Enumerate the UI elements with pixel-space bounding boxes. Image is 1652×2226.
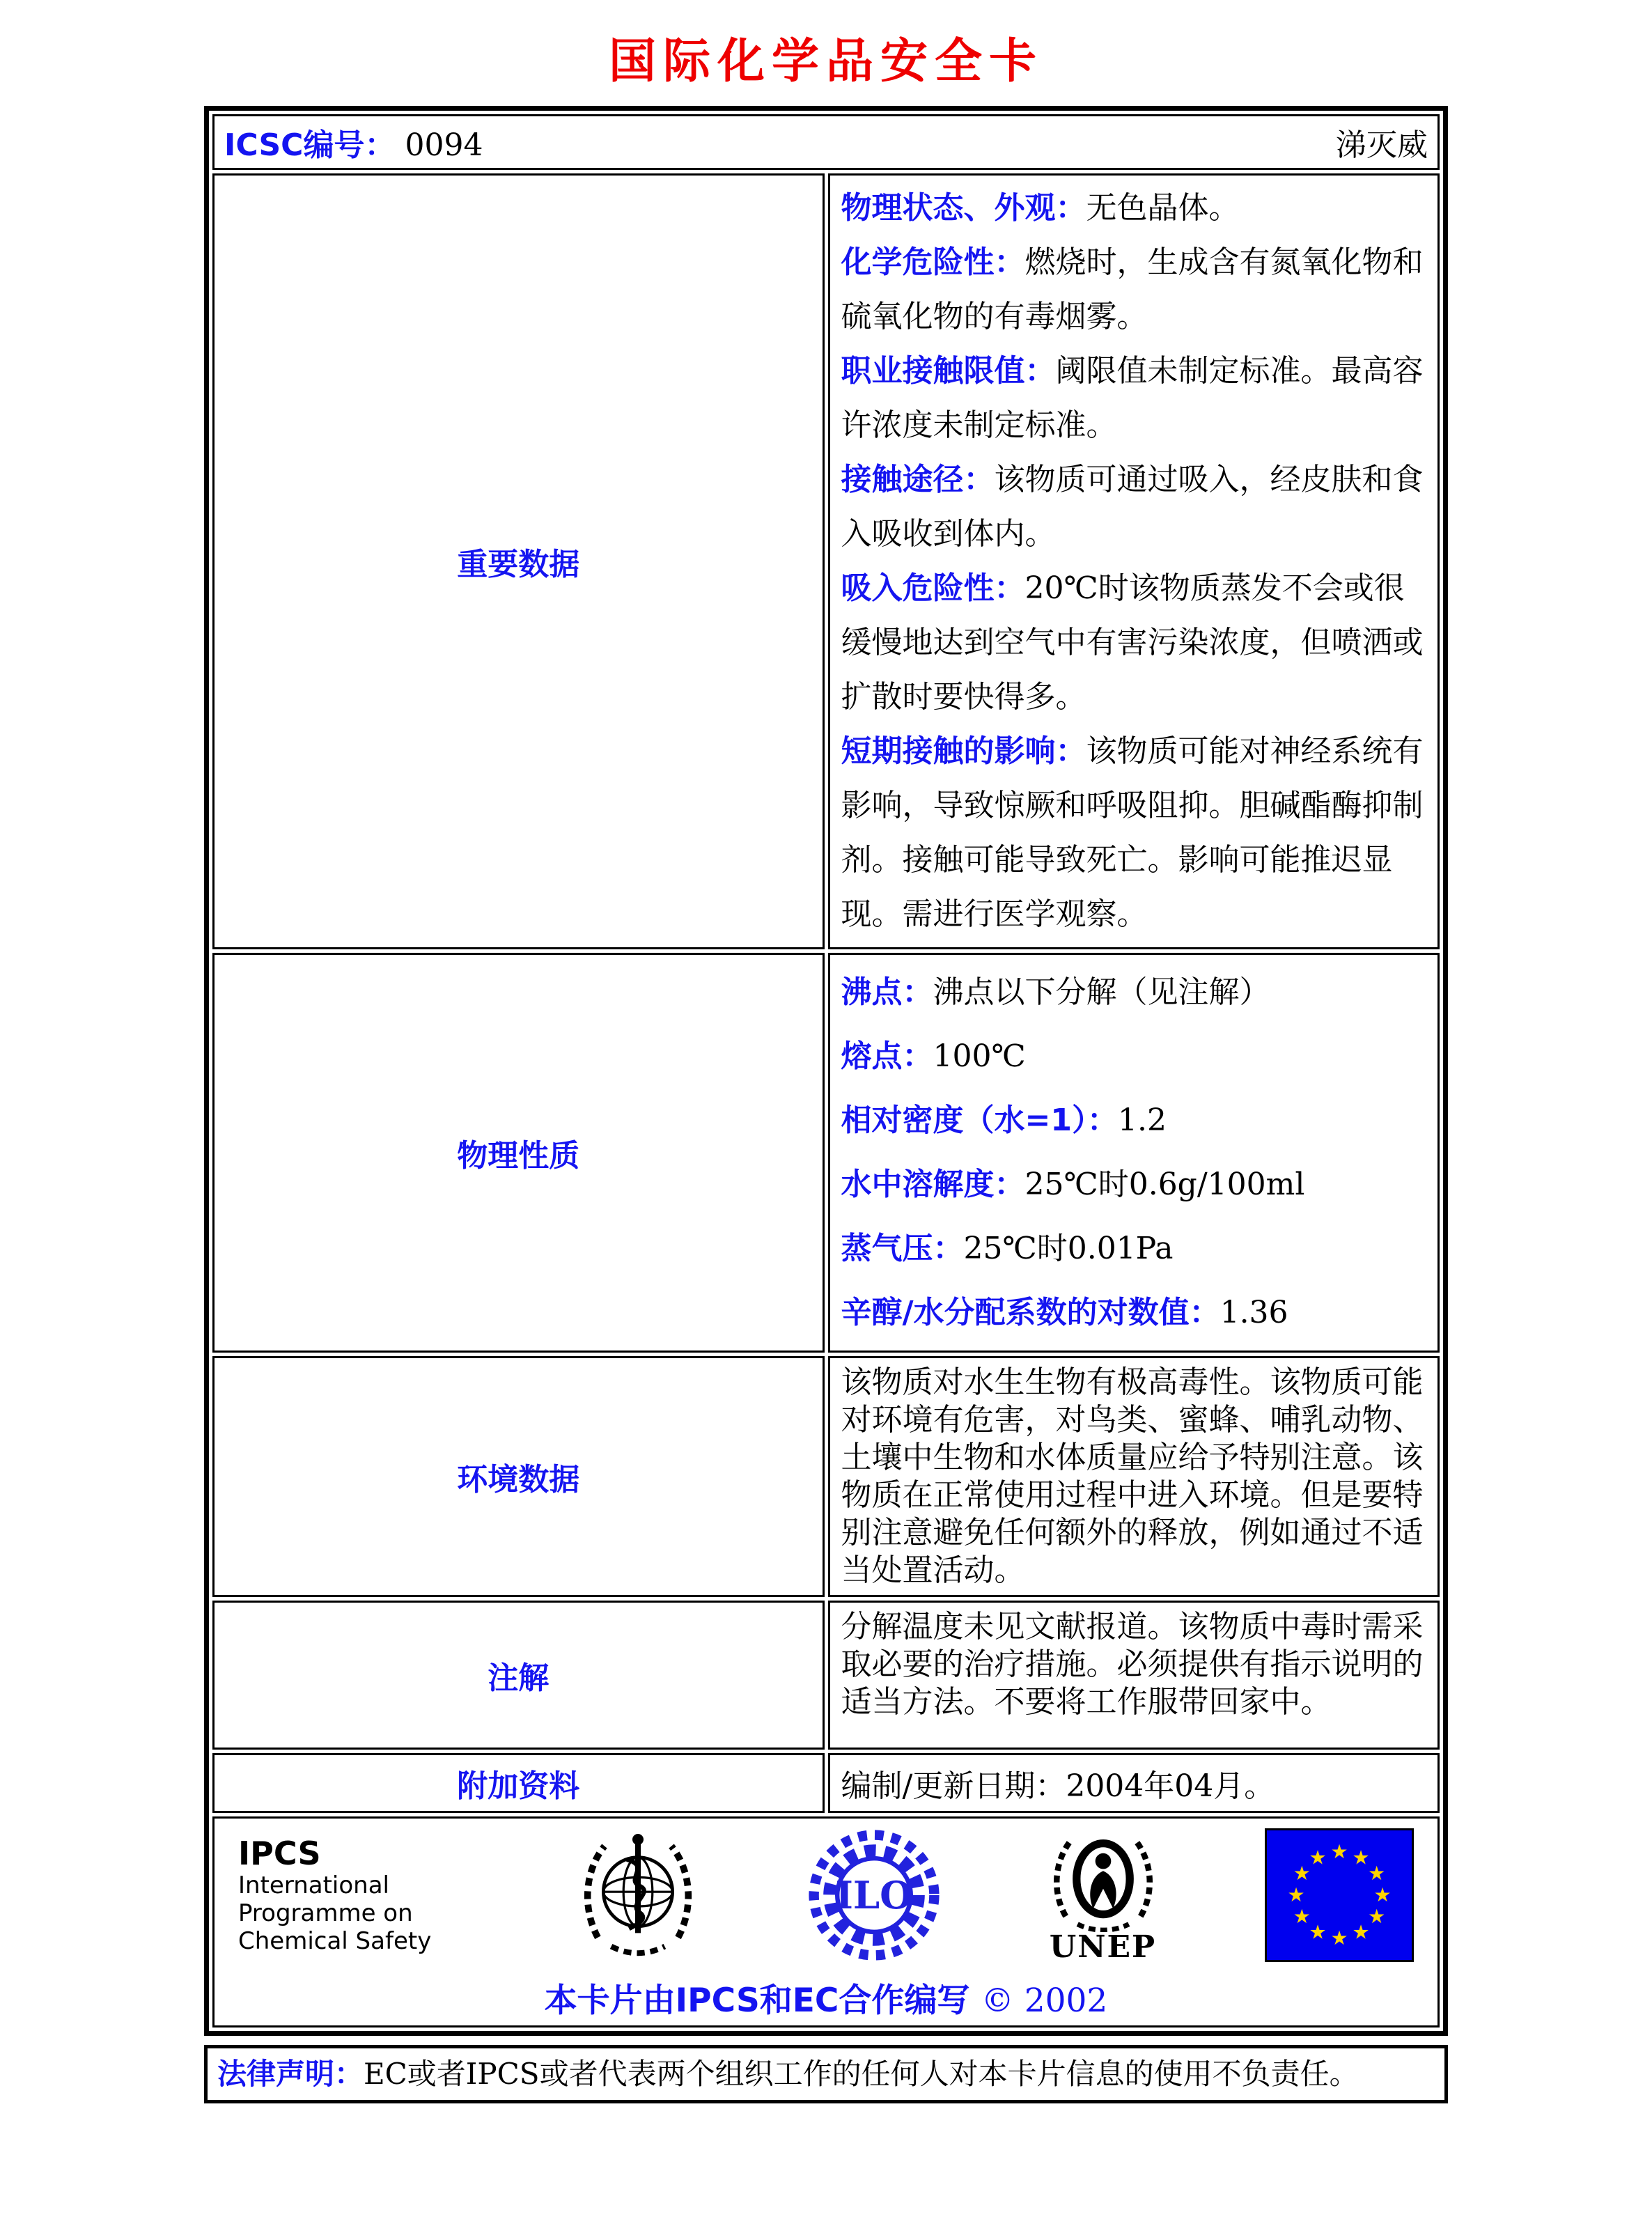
important-line	[841, 561, 1427, 724]
important-line	[841, 181, 1427, 235]
environmental-data-row	[212, 1356, 1440, 1597]
unep-logo-block	[1044, 1828, 1162, 1963]
icsc-number-cell	[212, 114, 1440, 170]
eu-star: ★	[1368, 1862, 1386, 1885]
additional-info-row	[212, 1753, 1440, 1813]
physical-line	[841, 1217, 1427, 1281]
who-logo-icon	[571, 1828, 705, 1962]
icsc-number-label: ICSC编号：	[224, 127, 396, 163]
field-value: 阈限值未制定标准。最高容许浓度未制定标准。	[841, 353, 1424, 443]
icsc-number-group	[224, 120, 483, 164]
organizations-row	[212, 1816, 1440, 2027]
ilo-letters: ILO	[835, 1873, 913, 1918]
field-value: 100℃	[933, 1038, 1026, 1074]
important-line	[841, 724, 1427, 942]
environmental-data-text: 该物质对水生生物有极高毒性。该物质可能对环境有危害，对鸟类、蜜蜂、哺乳动物、土壤中生物和水体质量应给予特别注意。该物质在正常使用过程中进入环境。但是要特别注意避免任何额外的释放，例如通过不适当处置活动。	[841, 1364, 1424, 1588]
physical-line	[841, 1089, 1427, 1153]
ipcs-name-line: Chemical Safety	[238, 1927, 432, 1955]
field-label: 熔点：	[841, 1038, 933, 1074]
icsc-number-value: 0094	[405, 127, 483, 163]
field-label: 物理状态、外观：	[841, 190, 1086, 226]
eu-star: ★	[1293, 1905, 1311, 1928]
field-label: 短期接触的影响：	[841, 733, 1086, 769]
notes-heading: 注解	[212, 1601, 825, 1750]
ipcs-acronym: IPCS	[238, 1835, 321, 1872]
important-data-content	[828, 173, 1440, 949]
eu-star: ★	[1309, 1846, 1327, 1869]
important-line	[841, 344, 1427, 453]
important-data-heading: 重要数据	[212, 173, 825, 949]
unep-logo-icon	[1044, 1828, 1162, 1932]
organizations-cell	[212, 1816, 1440, 2027]
eu-star: ★	[1330, 1927, 1348, 1949]
unep-letters: UNEP	[1049, 1929, 1157, 1965]
field-label: 相对密度（水=1）：	[841, 1103, 1118, 1138]
physical-properties-content	[828, 953, 1440, 1353]
ipcs-text-block	[238, 1835, 468, 1955]
physical-line	[841, 1281, 1427, 1345]
additional-info-content	[828, 1753, 1440, 1813]
eu-star: ★	[1373, 1883, 1392, 1906]
field-label: 吸入危险性：	[841, 570, 1025, 606]
icsc-card-table	[204, 106, 1448, 2036]
field-label: 沸点：	[841, 974, 933, 1010]
field-value: 1.36	[1219, 1295, 1288, 1330]
ipcs-name-line: Programme on	[238, 1899, 413, 1927]
eu-star: ★	[1309, 1920, 1327, 1944]
field-value: 20℃时该物质蒸发不会或很缓慢地达到空气中有害污染浓度，但喷洒或扩散时要快得多。	[841, 570, 1424, 715]
notes-row	[212, 1601, 1440, 1750]
ilo-logo-icon	[807, 1828, 941, 1962]
field-value: 无色晶体。	[1086, 190, 1240, 226]
eu-star: ★	[1352, 1920, 1370, 1944]
caption-text: 本卡片由IPCS和EC合作编写	[544, 1982, 970, 2020]
field-label: 水中溶解度：	[841, 1167, 1025, 1202]
environmental-data-heading: 环境数据	[212, 1356, 825, 1597]
update-date-text: 编制/更新日期：2004年04月。	[841, 1768, 1275, 1804]
field-label: 辛醇/水分配系数的对数值：	[841, 1295, 1220, 1330]
eu-star: ★	[1293, 1862, 1311, 1885]
physical-properties-row	[212, 953, 1440, 1353]
icsc-number-row	[212, 114, 1440, 170]
legal-label: 法律声明：	[217, 2057, 364, 2091]
field-value: 该物质可通过吸入，经皮肤和食入吸收到体内。	[841, 462, 1424, 552]
eu-flag-icon	[1265, 1828, 1414, 1962]
ipcs-name-line: International	[238, 1871, 389, 1899]
copyright-text: © 2002	[981, 1982, 1108, 2020]
additional-info-heading: 附加资料	[212, 1753, 825, 1813]
field-value: 沸点以下分解（见注解）	[933, 974, 1270, 1010]
field-label: 蒸气压：	[841, 1231, 964, 1266]
eu-star: ★	[1368, 1905, 1386, 1928]
field-value: 25℃时0.6g/100ml	[1024, 1167, 1305, 1202]
field-value: 该物质可能对神经系统有影响，导致惊厥和呼吸阻抑。胆碱酯酶抑制剂。接触可能导致死亡。影响可能推迟显现。需进行医学观察。	[841, 733, 1424, 932]
notes-text: 分解温度未见文献报道。该物质中毒时需采取必要的治疗措施。必须提供有指示说明的适当方法。不要将工作服带回家中。	[841, 1609, 1424, 1720]
environmental-data-content	[828, 1356, 1440, 1597]
eu-star: ★	[1352, 1846, 1370, 1869]
legal-text: EC或者IPCS或者代表两个组织工作的任何人对本卡片信息的使用不负责任。	[364, 2057, 1359, 2091]
physical-line	[841, 1025, 1427, 1089]
chemical-name: 涕灭威	[1336, 127, 1428, 163]
important-line	[841, 453, 1427, 561]
legal-disclaimer	[204, 2045, 1448, 2103]
important-line	[841, 235, 1427, 344]
physical-line	[841, 960, 1427, 1025]
field-value: 燃烧时，生成含有氮氧化物和硫氧化物的有毒烟雾。	[841, 244, 1424, 334]
physical-line	[841, 1153, 1427, 1217]
field-label: 化学危险性：	[841, 244, 1025, 280]
field-value: 1.2	[1117, 1103, 1167, 1138]
physical-properties-heading: 物理性质	[212, 953, 825, 1353]
field-label: 职业接触限值：	[841, 353, 1056, 389]
notes-content	[828, 1601, 1440, 1750]
field-value: 25℃时0.01Pa	[963, 1231, 1174, 1266]
important-data-row	[212, 173, 1440, 949]
eu-star: ★	[1287, 1883, 1305, 1906]
field-label: 接触途径：	[841, 462, 995, 497]
page-title: 国际化学品安全卡	[608, 34, 1043, 89]
eu-star: ★	[1330, 1840, 1348, 1863]
cooperation-caption	[228, 1975, 1424, 2021]
